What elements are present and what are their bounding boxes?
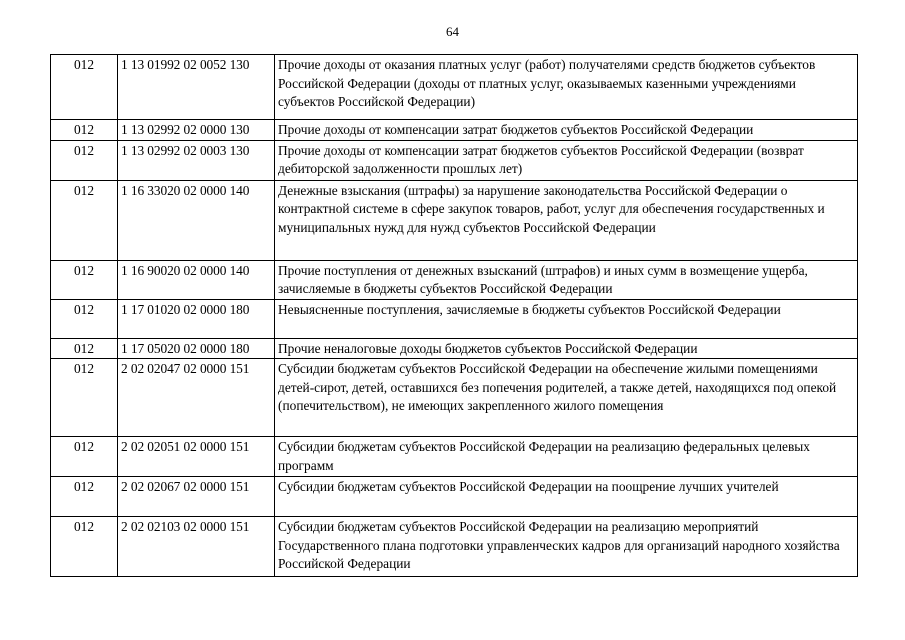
admin-code-cell: 012 <box>51 517 118 577</box>
admin-code-cell: 012 <box>51 299 118 338</box>
table-row <box>51 477 858 517</box>
budget-code-cell: 1 17 05020 02 0000 180 <box>118 338 275 359</box>
revenue-name-cell: Денежные взыскания (штрафы) за нарушение законодательства Российской Федерации о контрактной системе в сфере закупок товаров, работ, услуг для обеспечения государственных и муниципальных нужд для нужд субъектов Российской Федерации <box>275 180 858 260</box>
admin-code-cell: 012 <box>51 140 118 180</box>
budget-code-cell: 2 02 02103 02 0000 151 <box>118 517 275 577</box>
budget-code-cell: 1 13 01992 02 0052 130 <box>118 55 275 120</box>
table-row <box>51 260 858 299</box>
admin-code-cell: 012 <box>51 260 118 299</box>
budget-code-cell: 2 02 02047 02 0000 151 <box>118 359 275 437</box>
admin-code-cell: 012 <box>51 55 118 120</box>
revenue-name-cell: Субсидии бюджетам субъектов Российской Федерации на поощрение лучших учителей <box>275 477 858 517</box>
budget-code-cell: 2 02 02051 02 0000 151 <box>118 437 275 477</box>
admin-code-cell: 012 <box>51 120 118 141</box>
budget-code-cell: 1 13 02992 02 0000 130 <box>118 120 275 141</box>
table-row <box>51 140 858 180</box>
revenue-name-cell: Субсидии бюджетам субъектов Российской Федерации на реализацию федеральных целевых программ <box>275 437 858 477</box>
admin-code-cell: 012 <box>51 437 118 477</box>
revenue-name-cell: Прочие доходы от компенсации затрат бюджетов субъектов Российской Федерации <box>275 120 858 141</box>
budget-code-cell: 1 17 01020 02 0000 180 <box>118 299 275 338</box>
revenue-name-cell: Субсидии бюджетам субъектов Российской Федерации на реализацию мероприятий Государственного плана подготовки управленческих кадров для организаций народного хозяйства Российской Федерации <box>275 517 858 577</box>
revenue-name-cell: Прочие неналоговые доходы бюджетов субъектов Российской Федерации <box>275 338 858 359</box>
table-row <box>51 517 858 577</box>
admin-code-cell: 012 <box>51 180 118 260</box>
table-row <box>51 437 858 477</box>
admin-code-cell: 012 <box>51 477 118 517</box>
table-row <box>51 120 858 141</box>
table-row <box>51 359 858 437</box>
revenue-name-cell: Невыясненные поступления, зачисляемые в бюджеты субъектов Российской Федерации <box>275 299 858 338</box>
budget-code-cell: 1 13 02992 02 0003 130 <box>118 140 275 180</box>
admin-code-cell: 012 <box>51 338 118 359</box>
revenue-name-cell: Субсидии бюджетам субъектов Российской Федерации на обеспечение жилыми помещениями детей-сирот, детей, оставшихся без попечения родителей, а также детей, находящихся под опекой (попечительством), не имеющих закрепленного жилого помещения <box>275 359 858 437</box>
table-row <box>51 55 858 120</box>
budget-code-cell: 1 16 33020 02 0000 140 <box>118 180 275 260</box>
table-row <box>51 338 858 359</box>
table-row <box>51 180 858 260</box>
budget-code-cell: 1 16 90020 02 0000 140 <box>118 260 275 299</box>
revenue-codes-table <box>50 54 858 577</box>
budget-code-cell: 2 02 02067 02 0000 151 <box>118 477 275 517</box>
admin-code-cell: 012 <box>51 359 118 437</box>
revenue-name-cell: Прочие поступления от денежных взысканий (штрафов) и иных сумм в возмещение ущерба, зачисляемые в бюджеты субъектов Российской Федерации <box>275 260 858 299</box>
revenue-name-cell: Прочие доходы от компенсации затрат бюджетов субъектов Российской Федерации (возврат дебиторской задолженности прошлых лет) <box>275 140 858 180</box>
revenue-name-cell: Прочие доходы от оказания платных услуг (работ) получателями средств бюджетов субъектов Российской Федерации (доходы от платных услуг, оказываемых казенными учреждениями субъектов Российской Федерации) <box>275 55 858 120</box>
page-number: 64 <box>446 24 459 39</box>
table-row <box>51 299 858 338</box>
